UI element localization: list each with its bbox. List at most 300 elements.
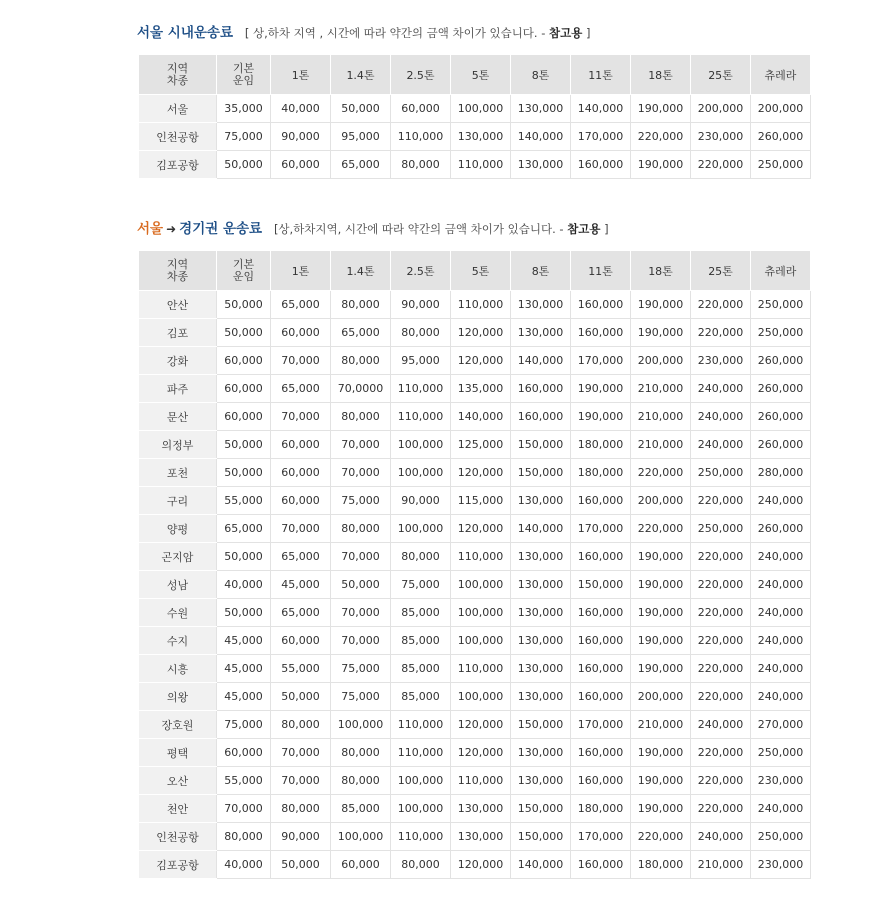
fare-cell: 170,000 [571,711,631,739]
region-cell: 파주 [139,375,217,403]
fare-cell: 110,000 [391,823,451,851]
fare-cell: 150,000 [511,431,571,459]
fare-cell: 270,000 [751,711,811,739]
fare-cell: 250,000 [751,319,811,347]
fare-cell: 200,000 [751,95,811,123]
fare-cell: 130,000 [451,795,511,823]
fare-cell: 100,000 [391,767,451,795]
fare-cell: 160,000 [571,655,631,683]
fare-cell: 160,000 [571,319,631,347]
fare-cell: 45,000 [217,655,271,683]
fare-cell: 190,000 [631,151,691,179]
fare-cell: 220,000 [691,739,751,767]
fare-cell: 130,000 [511,683,571,711]
table-row [139,403,811,431]
table-row [139,655,811,683]
fare-cell: 250,000 [751,151,811,179]
fare-cell: 120,000 [451,739,511,767]
region-vehicle-header: 지역 차종 [139,55,217,95]
region-cell: 오산 [139,767,217,795]
fare-cell: 190,000 [631,795,691,823]
fare-cell: 65,000 [271,375,331,403]
column-header: 1톤 [271,251,331,291]
fare-cell: 120,000 [451,711,511,739]
fare-cell: 75,000 [391,571,451,599]
fare-cell: 70,000 [271,767,331,795]
table-row [139,459,811,487]
fare-cell: 60,000 [271,319,331,347]
base-fare-header: 기본 운임 [217,55,271,95]
region-cell: 인천공항 [139,823,217,851]
fare-cell: 80,000 [271,711,331,739]
column-header: 8톤 [511,55,571,95]
fare-cell: 190,000 [631,95,691,123]
fare-cell: 250,000 [691,515,751,543]
fare-cell: 260,000 [751,515,811,543]
region-cell: 양평 [139,515,217,543]
fare-cell: 90,000 [271,823,331,851]
fare-cell: 45,000 [217,683,271,711]
fare-cell: 150,000 [511,823,571,851]
fare-cell: 70,000 [331,459,391,487]
fare-cell: 260,000 [751,347,811,375]
fare-cell: 240,000 [691,823,751,851]
column-header: 2.5톤 [391,55,451,95]
fare-cell: 190,000 [571,375,631,403]
fare-cell: 190,000 [631,291,691,319]
fare-cell: 160,000 [571,291,631,319]
column-header: 11톤 [571,251,631,291]
fare-cell: 80,000 [391,851,451,879]
fare-cell: 140,000 [511,347,571,375]
fare-cell: 170,000 [571,515,631,543]
fare-cell: 210,000 [691,851,751,879]
column-header: 25톤 [691,251,751,291]
column-header: 2.5톤 [391,251,451,291]
fare-cell: 80,000 [391,151,451,179]
fare-cell: 110,000 [451,291,511,319]
fare-cell: 50,000 [217,319,271,347]
region-cell: 시흥 [139,655,217,683]
fare-cell: 190,000 [631,655,691,683]
fare-cell: 210,000 [631,711,691,739]
fare-cell: 80,000 [217,823,271,851]
section-note: [상,하차지역, 시간에 따라 약간의 금액 차이가 있습니다. - 참고용 ] [273,222,609,236]
fare-cell: 70,000 [331,431,391,459]
fare-cell: 85,000 [331,795,391,823]
fare-cell: 140,000 [571,95,631,123]
fare-cell: 160,000 [571,683,631,711]
fare-cell: 110,000 [391,403,451,431]
fare-cell: 280,000 [751,459,811,487]
fare-cell: 260,000 [751,431,811,459]
table-row [139,599,811,627]
fare-cell: 160,000 [571,151,631,179]
fare-cell: 100,000 [451,95,511,123]
fare-cell: 100,000 [451,627,511,655]
fare-cell: 250,000 [751,739,811,767]
table-row [139,795,811,823]
region-cell: 김포공항 [139,851,217,879]
fare-cell: 130,000 [451,123,511,151]
fare-cell: 135,000 [451,375,511,403]
table-row [139,95,811,123]
fare-cell: 160,000 [571,487,631,515]
region-cell: 성남 [139,571,217,599]
column-header: 18톤 [631,251,691,291]
reference-only-label: 참고용 [567,222,601,236]
table-row [139,683,811,711]
table-header-row [139,251,811,291]
fare-cell: 150,000 [511,711,571,739]
fare-cell: 65,000 [271,543,331,571]
region-cell: 강화 [139,347,217,375]
gyeonggi-fare-table [138,250,811,879]
section-title: 서울 시내운송료 [137,25,233,41]
fare-cell: 220,000 [691,599,751,627]
fare-cell: 60,000 [271,431,331,459]
fare-cell: 190,000 [631,739,691,767]
fare-cell: 240,000 [751,487,811,515]
fare-cell: 60,000 [271,487,331,515]
fare-cell: 60,000 [217,739,271,767]
fare-cell: 60,000 [391,95,451,123]
column-header: 츄레라 [751,55,811,95]
table-row [139,571,811,599]
column-header: 18톤 [631,55,691,95]
column-header: 츄레라 [751,251,811,291]
table-row [139,543,811,571]
fare-cell: 35,000 [217,95,271,123]
fare-cell: 60,000 [271,459,331,487]
fare-cell: 220,000 [691,487,751,515]
table-row [139,627,811,655]
fare-cell: 180,000 [571,795,631,823]
fare-cell: 130,000 [451,823,511,851]
fare-cell: 220,000 [691,291,751,319]
fare-cell: 220,000 [691,319,751,347]
fare-cell: 190,000 [631,599,691,627]
table-row [139,123,811,151]
fare-cell: 70,000 [271,739,331,767]
fare-cell: 150,000 [571,571,631,599]
region-cell: 문산 [139,403,217,431]
fare-cell: 85,000 [391,683,451,711]
table-row [139,487,811,515]
fare-cell: 110,000 [451,767,511,795]
fare-cell: 220,000 [691,543,751,571]
fare-cell: 240,000 [751,655,811,683]
fare-cell: 115,000 [451,487,511,515]
fare-cell: 140,000 [511,851,571,879]
fare-cell: 75,000 [217,711,271,739]
column-header: 25톤 [691,55,751,95]
region-cell: 수원 [139,599,217,627]
fare-cell: 150,000 [511,795,571,823]
fare-cell: 210,000 [631,431,691,459]
fare-cell: 220,000 [631,823,691,851]
fare-cell: 100,000 [391,795,451,823]
fare-cell: 95,000 [331,123,391,151]
reference-only-label: 참고용 [549,26,583,40]
fare-cell: 50,000 [331,95,391,123]
region-cell: 김포 [139,319,217,347]
fare-cell: 220,000 [691,767,751,795]
fare-cell: 220,000 [691,571,751,599]
fare-cell: 110,000 [391,375,451,403]
fare-cell: 160,000 [571,851,631,879]
fare-cell: 70,000 [217,795,271,823]
fare-cell: 120,000 [451,319,511,347]
fare-cell: 80,000 [331,291,391,319]
seoul-city-fare-heading [137,21,591,41]
fare-cell: 120,000 [451,515,511,543]
region-cell: 김포공항 [139,151,217,179]
table-row [139,375,811,403]
fare-cell: 220,000 [691,151,751,179]
fare-cell: 220,000 [691,655,751,683]
region-cell: 서울 [139,95,217,123]
fare-cell: 240,000 [751,571,811,599]
table-row [139,291,811,319]
fare-cell: 70,000 [331,599,391,627]
fare-cell: 130,000 [511,151,571,179]
region-vehicle-header: 지역 차종 [139,251,217,291]
column-header: 1톤 [271,55,331,95]
fare-cell: 50,000 [217,431,271,459]
fare-cell: 240,000 [691,403,751,431]
fare-cell: 240,000 [751,627,811,655]
fare-cell: 110,000 [451,655,511,683]
fare-cell: 250,000 [691,459,751,487]
fare-cell: 80,000 [271,795,331,823]
fare-cell: 110,000 [391,711,451,739]
fare-cell: 60,000 [271,627,331,655]
fare-cell: 50,000 [217,291,271,319]
fare-cell: 240,000 [691,711,751,739]
region-cell: 포천 [139,459,217,487]
fare-cell: 110,000 [451,151,511,179]
fare-cell: 50,000 [331,571,391,599]
fare-cell: 80,000 [331,403,391,431]
fare-cell: 210,000 [631,375,691,403]
region-cell: 곤지암 [139,543,217,571]
fare-cell: 170,000 [571,823,631,851]
fare-cell: 190,000 [631,571,691,599]
region-cell: 구리 [139,487,217,515]
fare-cell: 40,000 [217,851,271,879]
table-row [139,739,811,767]
fare-cell: 50,000 [217,543,271,571]
fare-cell: 170,000 [571,347,631,375]
fare-cell: 220,000 [631,515,691,543]
fare-cell: 90,000 [391,291,451,319]
fare-cell: 190,000 [631,767,691,795]
fare-cell: 50,000 [271,851,331,879]
fare-cell: 160,000 [511,403,571,431]
origin-label: 서울 [137,221,164,237]
fare-cell: 230,000 [751,767,811,795]
fare-cell: 100,000 [331,711,391,739]
base-fare-header: 기본 운임 [217,251,271,291]
column-header: 1.4톤 [331,251,391,291]
fare-cell: 45,000 [217,627,271,655]
fare-cell: 160,000 [571,739,631,767]
fare-cell: 190,000 [631,319,691,347]
fare-cell: 130,000 [511,571,571,599]
fare-cell: 40,000 [217,571,271,599]
fare-cell: 200,000 [631,347,691,375]
fare-cell: 160,000 [571,599,631,627]
fare-cell: 85,000 [391,627,451,655]
column-header: 5톤 [451,251,511,291]
fare-cell: 160,000 [571,543,631,571]
section-title: 경기권 운송료 [179,221,263,237]
fare-cell: 120,000 [451,347,511,375]
fare-cell: 200,000 [631,487,691,515]
fare-cell: 65,000 [331,319,391,347]
fare-cell: 95,000 [391,347,451,375]
fare-cell: 75,000 [331,683,391,711]
seoul-city-fare-table [138,54,811,179]
region-cell: 안산 [139,291,217,319]
fare-cell: 45,000 [271,571,331,599]
fare-cell: 65,000 [331,151,391,179]
fare-cell: 130,000 [511,739,571,767]
fare-cell: 50,000 [217,599,271,627]
fare-cell: 220,000 [631,459,691,487]
fare-cell: 220,000 [691,795,751,823]
table-row [139,319,811,347]
fare-cell: 80,000 [391,543,451,571]
fare-cell: 65,000 [271,599,331,627]
fare-cell: 130,000 [511,95,571,123]
fare-cell: 60,000 [331,851,391,879]
table-row [139,823,811,851]
fare-cell: 80,000 [331,515,391,543]
table-row [139,347,811,375]
fare-cell: 130,000 [511,767,571,795]
fare-cell: 230,000 [691,347,751,375]
fare-cell: 230,000 [751,851,811,879]
fare-cell: 240,000 [751,543,811,571]
table-row [139,851,811,879]
fare-cell: 250,000 [751,823,811,851]
region-cell: 천안 [139,795,217,823]
fare-cell: 70,000 [271,347,331,375]
region-cell: 의정부 [139,431,217,459]
table-row [139,431,811,459]
fare-cell: 100,000 [451,683,511,711]
section-note: [ 상,하차 지역 , 시간에 따라 약간의 금액 차이가 있습니다. - 참고용 ] [244,26,591,40]
gyeonggi-fare-heading [137,217,609,237]
fare-cell: 150,000 [511,459,571,487]
fare-cell: 160,000 [571,767,631,795]
fare-cell: 110,000 [391,739,451,767]
fare-cell: 80,000 [331,347,391,375]
fare-cell: 70,000 [331,543,391,571]
fare-cell: 260,000 [751,123,811,151]
fare-cell: 100,000 [451,599,511,627]
fare-cell: 75,000 [331,655,391,683]
fare-cell: 80,000 [331,739,391,767]
fare-cell: 130,000 [511,291,571,319]
fare-cell: 190,000 [571,403,631,431]
fare-cell: 240,000 [691,375,751,403]
fare-cell: 60,000 [217,403,271,431]
fare-cell: 240,000 [751,795,811,823]
fare-cell: 100,000 [331,823,391,851]
fare-cell: 100,000 [391,431,451,459]
arrow-right-icon: ➜ [166,222,177,236]
fare-cell: 200,000 [631,683,691,711]
fare-cell: 60,000 [217,375,271,403]
fare-cell: 260,000 [751,375,811,403]
fare-cell: 70,000 [271,403,331,431]
fare-cell: 100,000 [451,571,511,599]
fare-cell: 50,000 [217,151,271,179]
fare-cell: 100,000 [391,515,451,543]
column-header: 11톤 [571,55,631,95]
fare-cell: 160,000 [511,375,571,403]
fare-cell: 220,000 [631,123,691,151]
fare-cell: 240,000 [751,599,811,627]
fare-cell: 120,000 [451,459,511,487]
fare-cell: 230,000 [691,123,751,151]
column-header: 5톤 [451,55,511,95]
fare-cell: 120,000 [451,851,511,879]
fare-cell: 65,000 [217,515,271,543]
fare-cell: 210,000 [631,403,691,431]
fare-cell: 50,000 [217,459,271,487]
fare-cell: 110,000 [391,123,451,151]
table-row [139,151,811,179]
table-row [139,767,811,795]
fare-cell: 40,000 [271,95,331,123]
fare-cell: 170,000 [571,123,631,151]
fare-cell: 60,000 [217,347,271,375]
region-cell: 의왕 [139,683,217,711]
fare-cell: 200,000 [691,95,751,123]
fare-cell: 160,000 [571,627,631,655]
fare-cell: 260,000 [751,403,811,431]
fare-cell: 55,000 [271,655,331,683]
fare-cell: 60,000 [271,151,331,179]
fare-cell: 125,000 [451,431,511,459]
fare-cell: 55,000 [217,767,271,795]
region-cell: 수지 [139,627,217,655]
fare-cell: 220,000 [691,683,751,711]
fare-cell: 130,000 [511,487,571,515]
fare-cell: 130,000 [511,655,571,683]
fare-cell: 130,000 [511,319,571,347]
fare-cell: 130,000 [511,599,571,627]
fare-cell: 90,000 [271,123,331,151]
table-header-row [139,55,811,95]
fare-cell: 190,000 [631,627,691,655]
fare-cell: 220,000 [691,627,751,655]
fare-cell: 180,000 [571,431,631,459]
fare-cell: 75,000 [331,487,391,515]
fare-cell: 110,000 [451,543,511,571]
fare-cell: 240,000 [691,431,751,459]
column-header: 8톤 [511,251,571,291]
region-cell: 평택 [139,739,217,767]
table-row [139,515,811,543]
fare-cell: 180,000 [571,459,631,487]
fare-cell: 70,000 [331,627,391,655]
fare-cell: 250,000 [751,291,811,319]
